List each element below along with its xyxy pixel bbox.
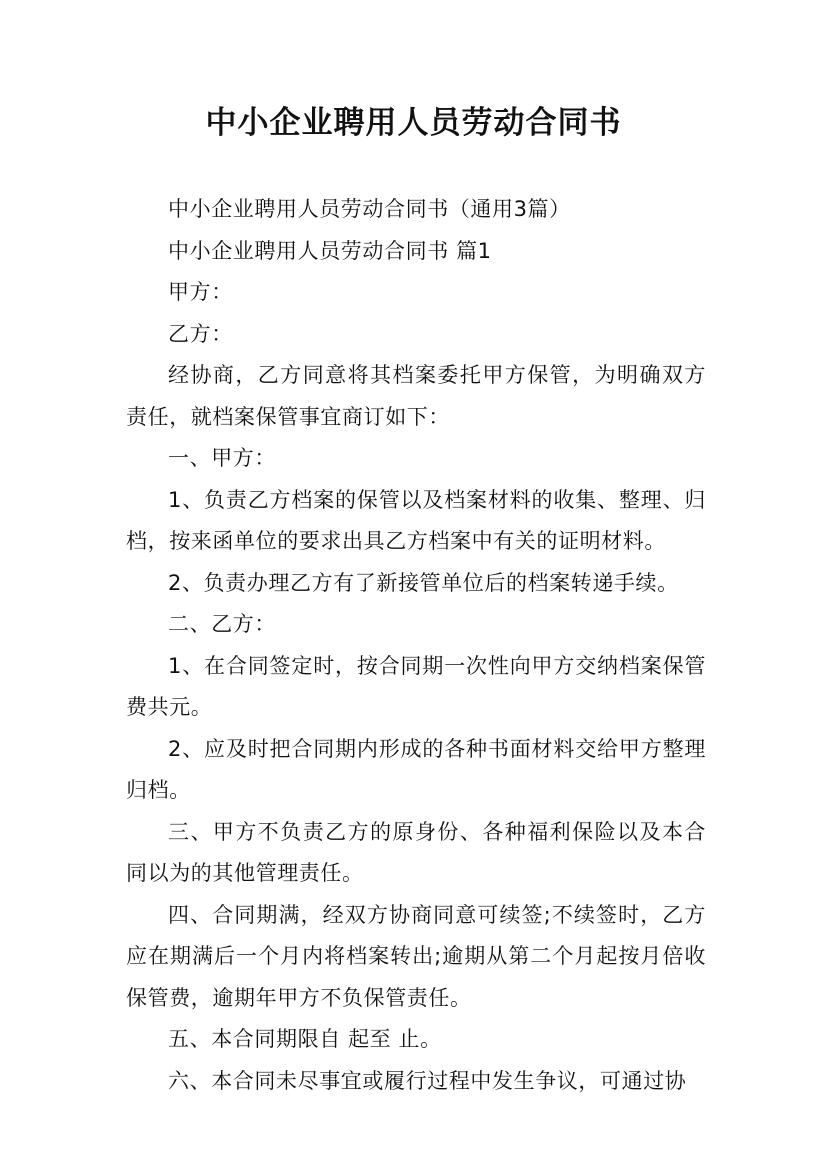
paragraph-clause-heading-2: 二、乙方： [168,612,276,636]
paragraph-clause-2-2: 2、应及时把合同期内形成的各种书面材料交给甲方整理归档。 [126,736,706,802]
paragraph-clause-3: 三、甲方不负责乙方的原身份、各种福利保险以及本合同以为的其他管理责任。 [126,819,706,885]
paragraph-clause-2-1: 1、在合同签定时，按合同期一次性向甲方交纳档案保管费共元。 [126,653,706,719]
document-body [126,189,706,1102]
paragraph-clause-1-1: 1、负责乙方档案的保管以及档案材料的收集、整理、归档，按来函单位的要求出具乙方档案中有关的证明材料。 [126,487,706,553]
paragraph-clause-5: 五、本合同期限自 起至 止。 [168,1027,442,1051]
document-title: 中小企业聘用人员劳动合同书 [205,105,622,141]
paragraph-subtitle: 中小企业聘用人员劳动合同书（通用3篇） [168,197,571,221]
paragraph-clause-1-2: 2、负责办理乙方有了新接管单位后的档案转递手续。 [168,570,679,595]
paragraph-party-a: 甲方： [168,280,233,304]
paragraph-clause-4: 四、合同期满，经双方协商同意可续签;不续签时，乙方应在期满后一个月内将档案转出;逾期从第二个月起按月倍收保管费，逾期年甲方不负保管责任。 [126,902,706,1010]
paragraph-section-heading: 中小企业聘用人员劳动合同书 篇1 [168,238,492,263]
paragraph-party-b: 乙方： [168,321,233,346]
paragraph-clause-6: 六、本合同未尽事宜或履行过程中发生争议，可通过协 [168,1068,687,1093]
paragraph-intro: 经协商，乙方同意将其档案委托甲方保管，为明确双方责任，就档案保管事宜商订如下： [126,363,706,429]
paragraph-clause-heading-1: 一、甲方： [168,446,276,470]
